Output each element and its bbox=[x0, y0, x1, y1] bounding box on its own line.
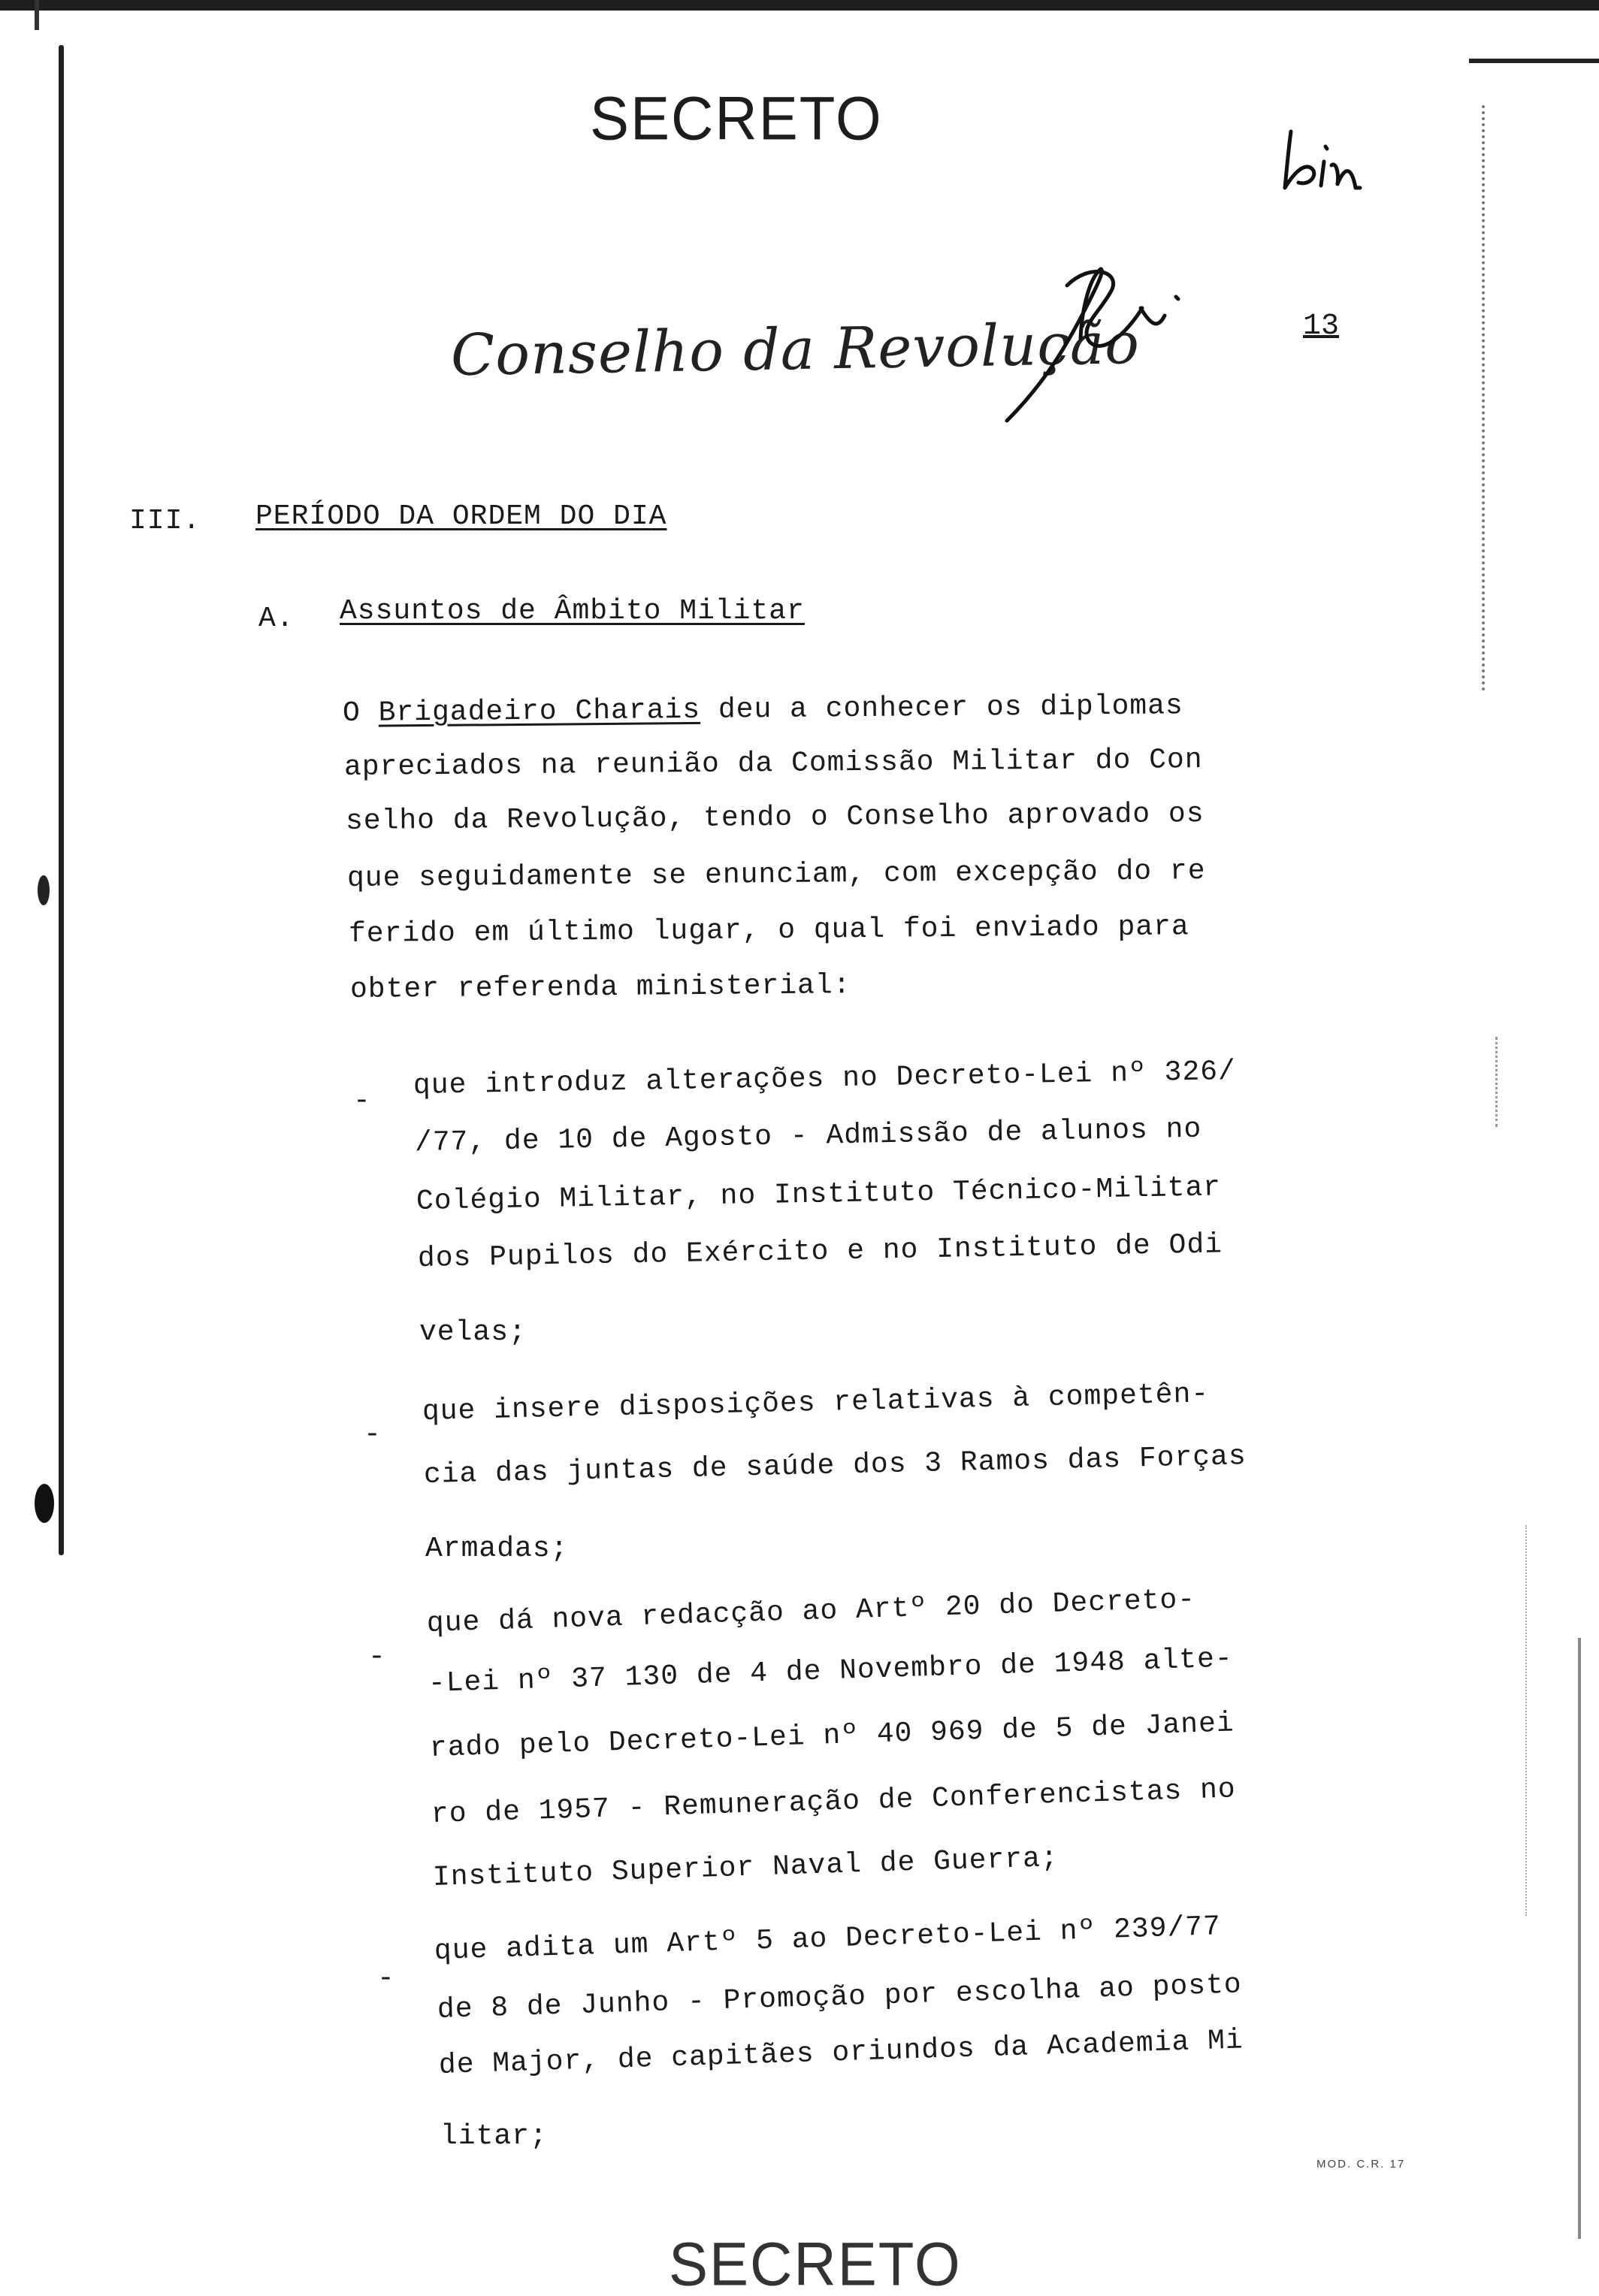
intro-line: apreciados na reunião da Comissão Militar do Con bbox=[343, 744, 1203, 784]
item-line: /77, de 10 de Agosto - Admissão de alunos no bbox=[414, 1113, 1202, 1159]
intro-suffix: deu a conhecer os diplomas bbox=[718, 690, 1183, 727]
scan-edge-left bbox=[59, 45, 64, 1555]
intro-line: ferido em último lugar, o qual foi enviado para bbox=[348, 911, 1189, 950]
speaker-name: Brigadeiro Charais bbox=[378, 693, 701, 730]
item-line: litar; bbox=[440, 2120, 548, 2152]
item-line: que insere disposições relativas à competên- bbox=[422, 1378, 1210, 1428]
bullet-dash: - bbox=[353, 1085, 370, 1117]
scan-edge-right bbox=[1469, 59, 1599, 63]
perforation-marks bbox=[1525, 1525, 1527, 1916]
letterhead: Conselho da Revolução bbox=[450, 310, 1141, 388]
classification-stamp-bottom: SECRETO bbox=[669, 2228, 962, 2296]
item-line: de Major, de capitães oriundos da Academia Mi bbox=[438, 2024, 1244, 2082]
section-title: PERÍODO DA ORDEM DO DIA bbox=[255, 500, 667, 533]
item-line: ro de 1957 - Remuneração de Conferencistas no bbox=[431, 1773, 1237, 1831]
item-line: de 8 de Junho - Promoção por escolha ao posto bbox=[437, 1968, 1243, 2026]
handwritten-signature bbox=[977, 255, 1202, 436]
item-line: velas; bbox=[419, 1316, 527, 1349]
subsection-letter: A. bbox=[258, 603, 295, 635]
item-line: -Lei nº 37 130 de 4 de Novembro de 1948 alte- bbox=[428, 1642, 1234, 1700]
intro-line: obter referenda ministerial: bbox=[349, 969, 851, 1006]
ink-blot bbox=[35, 1484, 54, 1523]
bullet-dash: - bbox=[368, 1641, 385, 1673]
scan-edge-right-lower bbox=[1578, 1638, 1581, 2239]
item-line: cia das juntas de saúde dos 3 Ramos das Forças bbox=[423, 1440, 1247, 1491]
ink-blot bbox=[38, 875, 50, 905]
section-numeral: III. bbox=[129, 505, 201, 537]
perforation-marks bbox=[1495, 1037, 1498, 1127]
item-line: que introduz alterações no Decreto-Lei nº 326/ bbox=[413, 1055, 1237, 1102]
subsection-title: Assuntos de Âmbito Militar bbox=[340, 595, 805, 627]
intro-line: que seguidamente se enunciam, com excepção do re bbox=[346, 855, 1206, 895]
bullet-dash: - bbox=[377, 1962, 394, 1995]
item-line: Colégio Militar, no Instituto Técnico-Militar bbox=[416, 1171, 1222, 1218]
scan-edge-top bbox=[0, 0, 1599, 11]
item-line: que adita um Artº 5 ao Decreto-Lei nº 239/77 bbox=[434, 1911, 1222, 1968]
page-number: 13 bbox=[1303, 310, 1340, 343]
intro-line: selho da Revolução, tendo o Conselho aprovado os bbox=[345, 798, 1205, 838]
classification-stamp-top: SECRETO bbox=[590, 83, 883, 153]
scan-mark bbox=[35, 0, 39, 30]
item-line: Armadas; bbox=[425, 1533, 569, 1565]
item-line: Instituto Superior Naval de Guerra; bbox=[432, 1841, 1059, 1894]
item-line: dos Pupilos do Exército e no Instituto de Odi bbox=[417, 1228, 1223, 1275]
perforation-marks bbox=[1482, 105, 1485, 691]
handwritten-initials bbox=[1277, 116, 1368, 199]
item-line: que dá nova redacção ao Artº 20 do Decreto- bbox=[426, 1583, 1196, 1640]
intro-line bbox=[343, 690, 1183, 730]
intro-prefix: O bbox=[342, 696, 361, 730]
item-line: rado pelo Decreto-Lei nº 40 969 de 5 de Janei bbox=[429, 1707, 1235, 1765]
form-code: MOD. C.R. 17 bbox=[1316, 2158, 1406, 2171]
bullet-dash: - bbox=[364, 1418, 381, 1451]
